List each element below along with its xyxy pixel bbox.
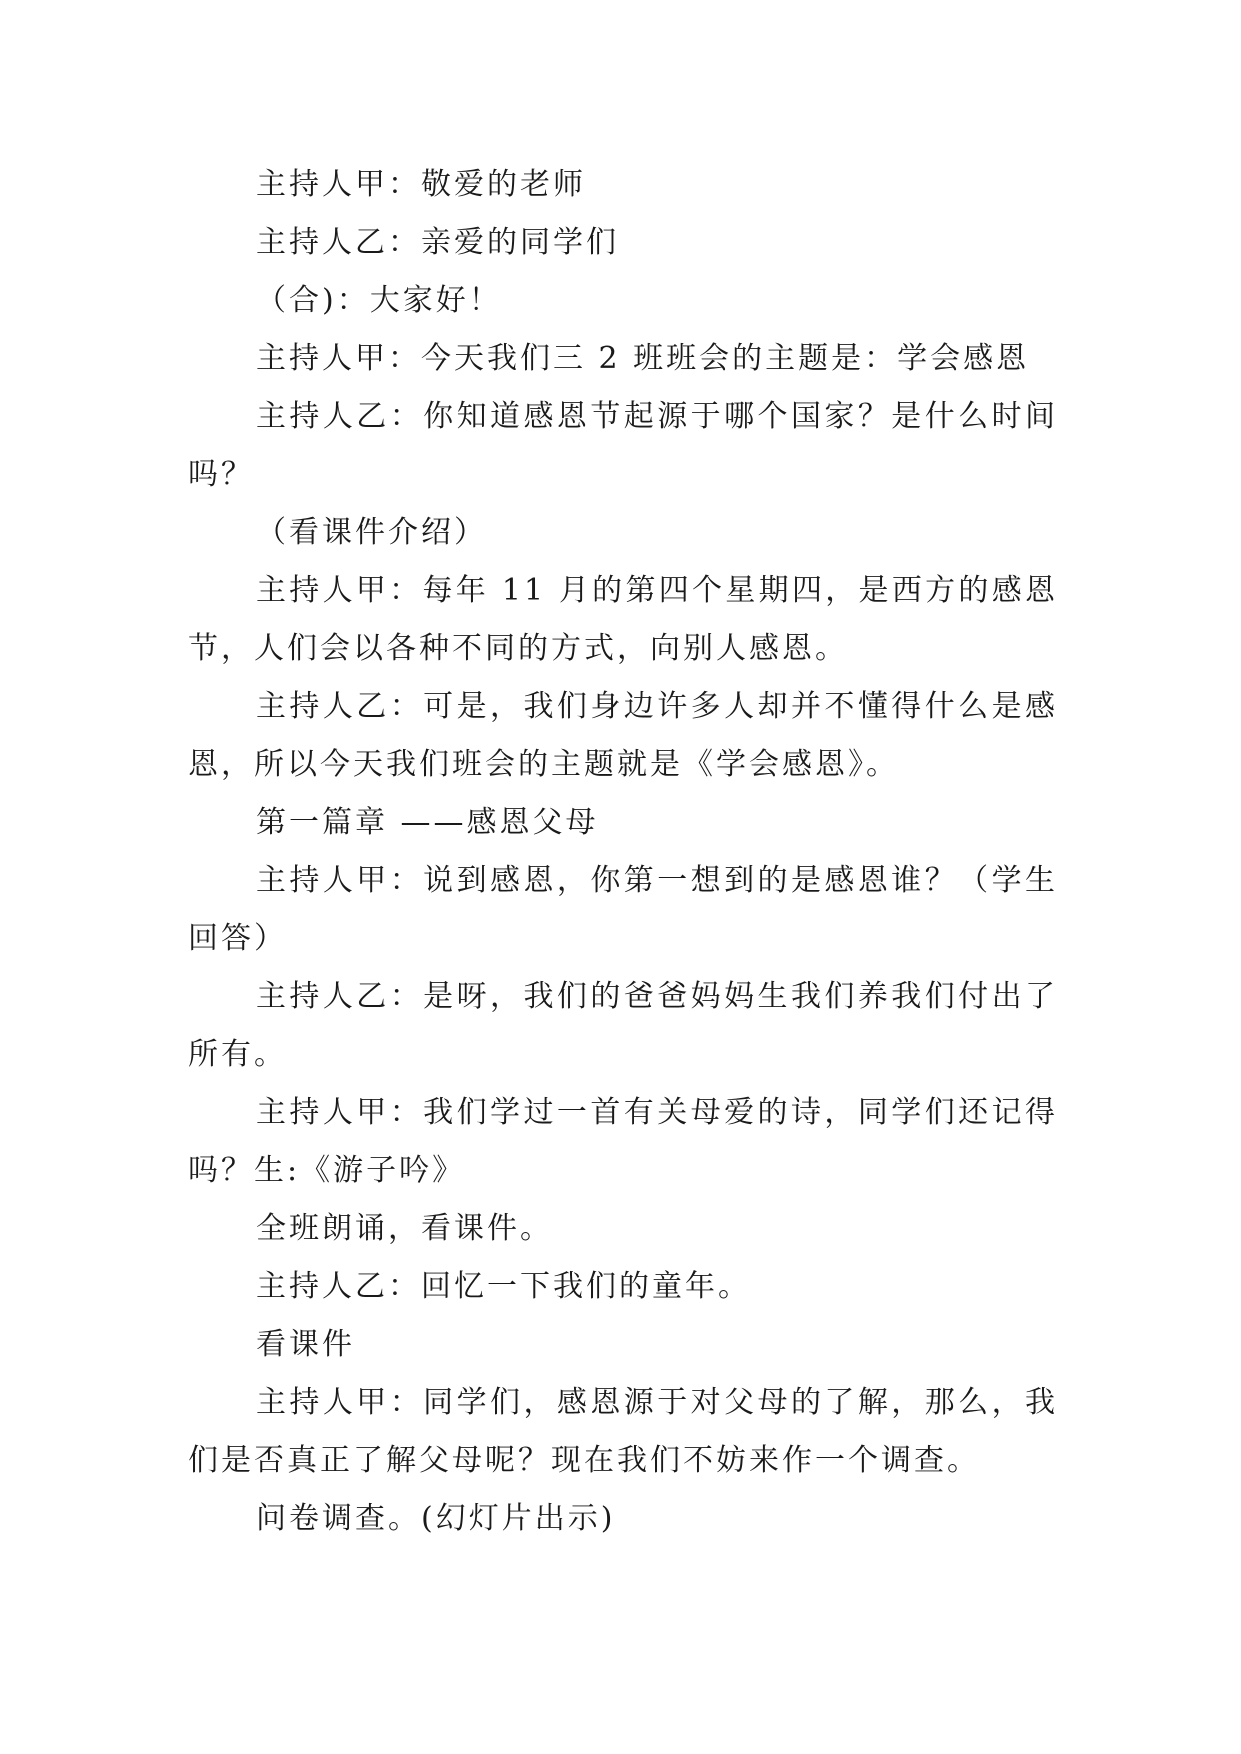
paragraph: 主持人甲：今天我们三 2 班班会的主题是：学会感恩 [256, 341, 1030, 376]
paragraph: 主持人乙：亲爱的同学们 [256, 225, 619, 260]
paragraph: 全班朗诵，看课件。 [256, 1211, 553, 1246]
paragraph: 问卷调查。(幻灯片出示) [256, 1501, 616, 1536]
section-heading: 第一篇章 ——感恩父母 [256, 805, 599, 840]
paragraph: 主持人甲：我们学过一首有关母爱的诗，同学们还记得吗？生:《游子吟》 [188, 1095, 1058, 1188]
paragraph: 主持人甲：同学们，感恩源于对父母的了解，那么，我们是否真正了解父母呢？现在我们不妨来作一个调查。 [188, 1385, 1058, 1478]
paragraph: 主持人甲：每年 11 月的第四个星期四，是西方的感恩节，人们会以各种不同的方式，向别人感恩。 [188, 573, 1058, 666]
paragraph: 看课件 [256, 1327, 355, 1362]
paragraph: 主持人乙：你知道感恩节起源于哪个国家？是什么时间吗？ [188, 399, 1058, 492]
paragraph: 主持人甲：敬爱的老师 [256, 167, 586, 202]
paragraph: 主持人乙：回忆一下我们的童年。 [256, 1269, 751, 1304]
paragraph: 主持人甲：说到感恩，你第一想到的是感恩谁？（学生回答） [188, 863, 1058, 956]
paragraph: （看课件介绍） [256, 515, 487, 550]
paragraph: 主持人乙：是呀，我们的爸爸妈妈生我们养我们付出了所有。 [188, 979, 1058, 1072]
document-body [188, 156, 1058, 1548]
paragraph: 主持人乙：可是，我们身边许多人却并不懂得什么是感恩，所以今天我们班会的主题就是《学会感恩》。 [188, 689, 1058, 782]
paragraph: （合)：大家好！ [256, 283, 502, 318]
